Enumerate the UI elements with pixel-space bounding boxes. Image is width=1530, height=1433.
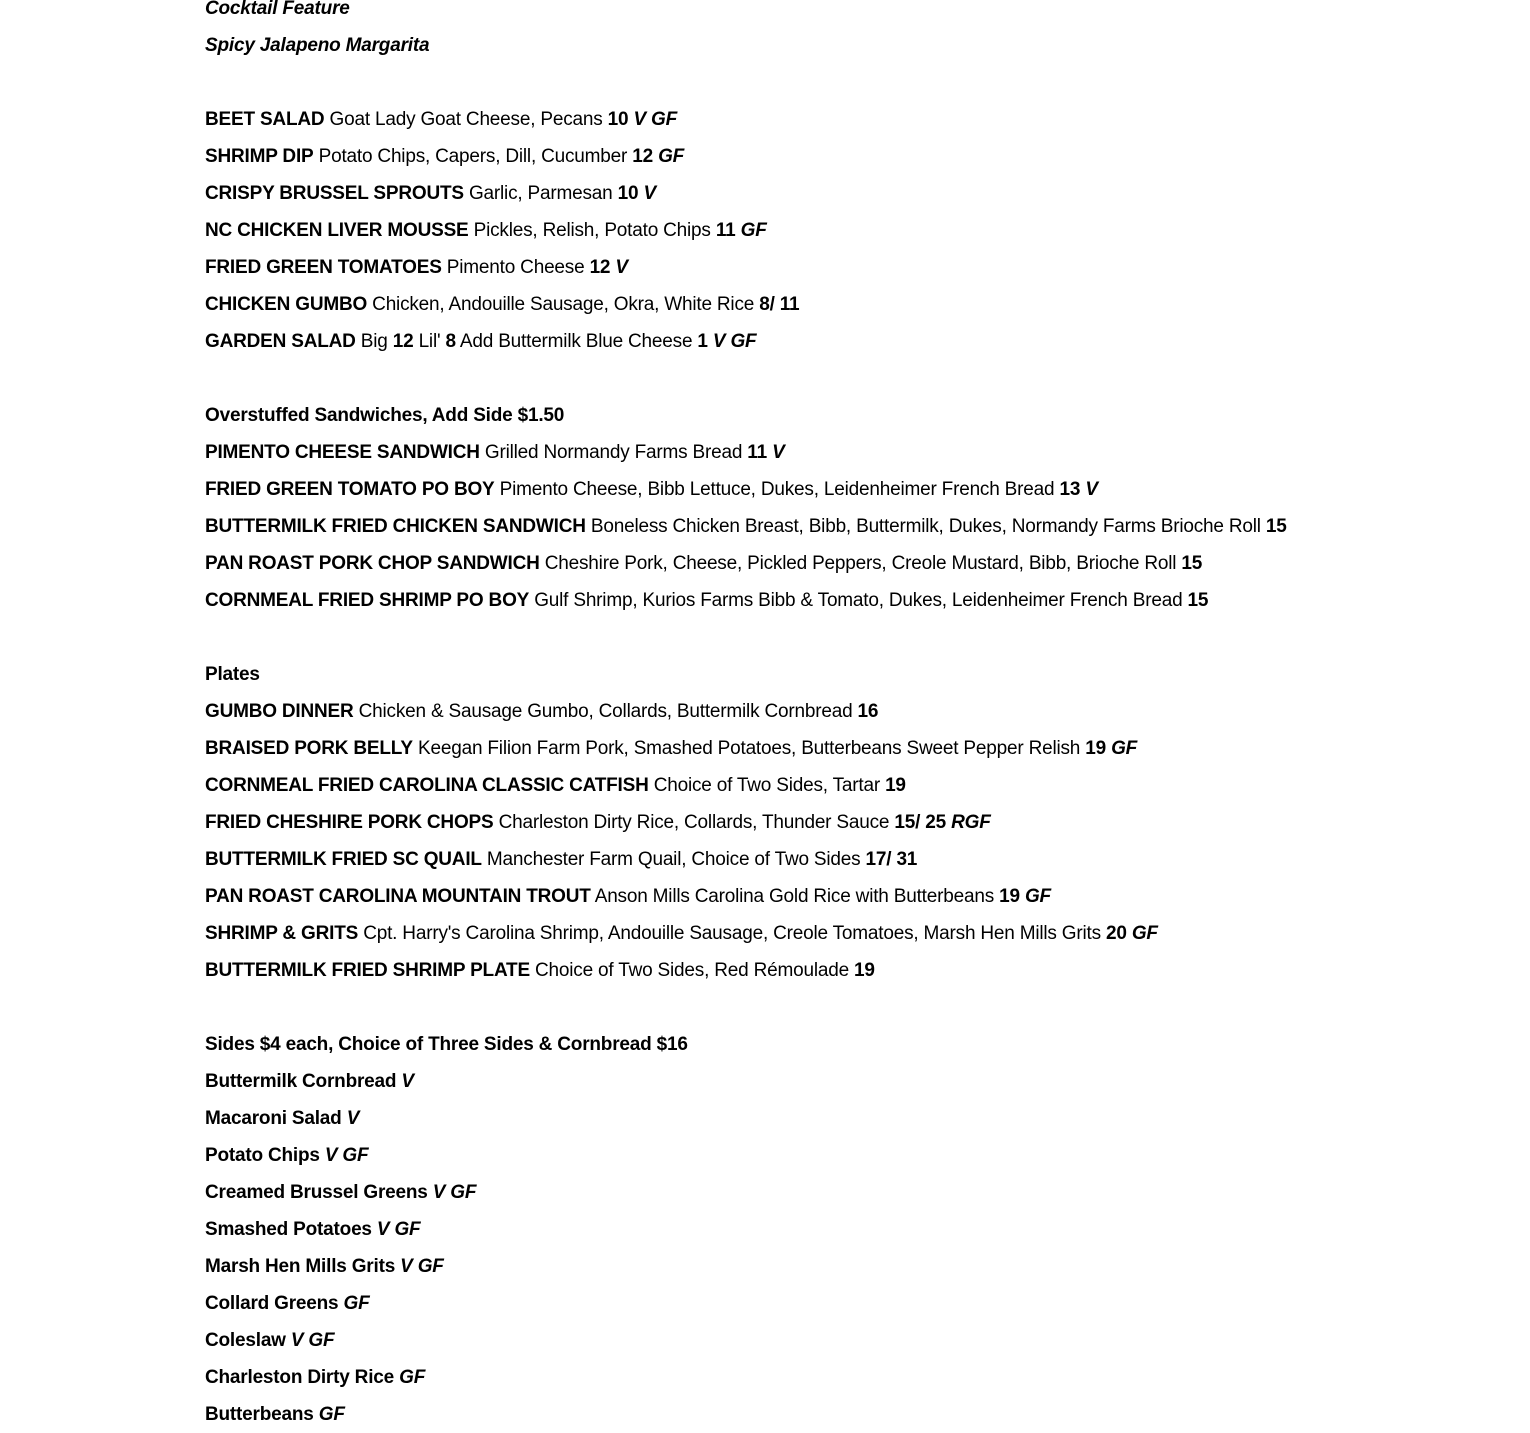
item-description: Pimento Cheese, Bibb Lettuce, Dukes, Leidenheimer French Bread	[499, 479, 1055, 500]
cocktail-feature-name: Spicy Jalapeno Margarita	[205, 35, 430, 56]
starters-list	[205, 101, 1505, 360]
item-description: Pimento Cheese	[446, 257, 585, 278]
menu-item	[205, 952, 1505, 989]
item-dietary-tags: V GF	[290, 1330, 335, 1351]
side-name: Collard Greens	[205, 1293, 339, 1314]
item-description: Cpt. Harry's Carolina Shrimp, Andouille Sausage, Creole Tomatoes, Marsh Hen Mills Grits	[363, 923, 1101, 944]
side-name: Buttermilk Cornbread	[205, 1071, 397, 1092]
side-item	[205, 1100, 1505, 1137]
item-description: Chicken, Andouille Sausage, Okra, White Rice	[372, 294, 755, 315]
item-dietary-tags: GF	[343, 1293, 370, 1314]
side-name: Marsh Hen Mills Grits	[205, 1256, 396, 1277]
item-dietary-tags: GF	[740, 220, 767, 241]
menu-item	[205, 915, 1505, 952]
side-name: Charleston Dirty Rice	[205, 1367, 395, 1388]
section-heading: Plates	[205, 664, 260, 685]
item-price: 19	[1085, 738, 1106, 759]
spacer	[205, 989, 1505, 1026]
size-big-price: 12	[392, 331, 414, 352]
side-name: Potato Chips	[205, 1145, 320, 1166]
item-name: GARDEN SALAD	[205, 331, 356, 352]
item-price: 15	[1187, 590, 1209, 611]
side-item	[205, 1396, 1505, 1433]
item-name: CHICKEN GUMBO	[205, 294, 368, 315]
section-heading: Sides $4 each, Choice of Three Sides & Cornbread $16	[205, 1034, 688, 1055]
item-dietary-tags: V GF	[400, 1256, 444, 1277]
item-dietary-tags: GF	[1111, 738, 1138, 759]
menu-item	[205, 101, 1505, 138]
menu-item	[205, 841, 1505, 878]
menu-item	[205, 582, 1505, 619]
item-description: Pickles, Relish, Potato Chips	[473, 220, 711, 241]
item-name: CORNMEAL FRIED CAROLINA CLASSIC CATFISH	[205, 775, 649, 796]
item-name: CRISPY BRUSSEL SPROUTS	[205, 183, 464, 204]
menu-item	[205, 434, 1505, 471]
item-name: CORNMEAL FRIED SHRIMP PO BOY	[205, 590, 530, 611]
item-dietary-tags: GF	[318, 1404, 345, 1425]
item-description: Goat Lady Goat Cheese, Pecans	[329, 109, 603, 130]
menu-item	[205, 508, 1505, 545]
side-item	[205, 1285, 1505, 1322]
item-dietary-tags: GF	[399, 1367, 426, 1388]
sandwiches-section	[205, 397, 1505, 619]
item-price: 13	[1059, 479, 1081, 500]
item-dietary-tags: V GF	[324, 1145, 369, 1166]
item-price: 11	[715, 220, 736, 241]
side-name: Creamed Brussel Greens	[205, 1182, 428, 1203]
item-description: Cheshire Pork, Cheese, Pickled Peppers, Creole Mustard, Bibb, Brioche Roll	[544, 553, 1177, 574]
side-item	[205, 1174, 1505, 1211]
item-name: FRIED CHESHIRE PORK CHOPS	[205, 812, 494, 833]
item-name: PAN ROAST PORK CHOP SANDWICH	[205, 553, 540, 574]
item-price: 17/ 31	[865, 849, 918, 870]
menu-item	[205, 804, 1505, 841]
item-price: 8/ 11	[759, 294, 800, 315]
item-description: Gulf Shrimp, Kurios Farms Bibb & Tomato, Dukes, Leidenheimer French Bread	[534, 590, 1183, 611]
menu-item	[205, 471, 1505, 508]
menu-item	[205, 249, 1505, 286]
item-dietary-tags: V	[401, 1071, 414, 1092]
item-name: BUTTERMILK FRIED SHRIMP PLATE	[205, 960, 530, 981]
item-description: Chicken & Sausage Gumbo, Collards, Buttermilk Cornbread	[358, 701, 853, 722]
item-description: Keegan Filion Farm Pork, Smashed Potatoes, Butterbeans Sweet Pepper Relish	[418, 738, 1081, 759]
menu-item	[205, 730, 1505, 767]
side-item	[205, 1063, 1505, 1100]
item-description: Anson Mills Carolina Gold Rice with Butterbeans	[594, 886, 995, 907]
section-heading: Overstuffed Sandwiches, Add Side $1.50	[205, 405, 565, 426]
item-dietary-tags: V	[1085, 479, 1098, 500]
spacer	[205, 360, 1505, 397]
item-dietary-tags: V	[615, 257, 628, 278]
side-item	[205, 1211, 1505, 1248]
side-item	[205, 1359, 1505, 1396]
menu-item	[205, 286, 1505, 323]
item-dietary-tags: RGF	[951, 812, 991, 833]
size-lil-label: Lil'	[418, 331, 441, 352]
item-price: 10	[617, 183, 639, 204]
item-price: 19	[854, 960, 875, 981]
item-name: BUTTERMILK FRIED SC QUAIL	[205, 849, 482, 870]
sides-section	[205, 1026, 1505, 1433]
item-price: 19	[885, 775, 906, 796]
cocktail-feature-heading: Cocktail Feature	[205, 0, 350, 19]
item-name: BEET SALAD	[205, 109, 325, 130]
item-name: GUMBO DINNER	[205, 701, 354, 722]
item-name: NC CHICKEN LIVER MOUSSE	[205, 220, 469, 241]
item-price: 10	[607, 109, 629, 130]
side-item	[205, 1248, 1505, 1285]
item-dietary-tags: V GF	[432, 1182, 477, 1203]
menu-item	[205, 693, 1505, 730]
item-price: 12	[632, 146, 653, 167]
item-description: Choice of Two Sides, Red Rémoulade	[535, 960, 849, 981]
plates-section	[205, 656, 1505, 989]
spacer	[205, 619, 1505, 656]
item-name: PIMENTO CHEESE SANDWICH	[205, 442, 480, 463]
item-dietary-tags: V GF	[712, 331, 757, 352]
item-price: 15	[1265, 516, 1287, 537]
item-description: Grilled Normandy Farms Bread	[484, 442, 743, 463]
item-dietary-tags: V	[346, 1108, 360, 1129]
item-price: 16	[857, 701, 879, 722]
addon-price: 1	[697, 331, 708, 352]
menu-item	[205, 545, 1505, 582]
menu	[205, 0, 1505, 1433]
item-price: 20	[1106, 923, 1127, 944]
side-item	[205, 1137, 1505, 1174]
addon-label: Add Buttermilk Blue Cheese	[459, 331, 693, 352]
item-price: 12	[589, 257, 611, 278]
item-price: 15/ 25	[894, 812, 946, 833]
item-dietary-tags: GF	[658, 146, 685, 167]
item-name: FRIED GREEN TOMATO PO BOY	[205, 479, 495, 500]
item-name: BRAISED PORK BELLY	[205, 738, 413, 759]
item-description: Potato Chips, Capers, Dill, Cucumber	[318, 146, 628, 167]
item-name: FRIED GREEN TOMATOES	[205, 257, 442, 278]
side-name: Macaroni Salad	[205, 1108, 342, 1129]
menu-item-garden-salad	[205, 323, 1505, 360]
spacer	[205, 64, 1505, 101]
item-name: BUTTERMILK FRIED CHICKEN SANDWICH	[205, 516, 586, 537]
side-name: Smashed Potatoes	[205, 1219, 372, 1240]
menu-item	[205, 138, 1505, 175]
side-item	[205, 1322, 1505, 1359]
side-name: Coleslaw	[205, 1330, 286, 1351]
menu-item	[205, 878, 1505, 915]
item-description: Garlic, Parmesan	[468, 183, 613, 204]
item-price: 15	[1181, 553, 1203, 574]
item-dietary-tags: GF	[1131, 923, 1158, 944]
item-name: SHRIMP & GRITS	[205, 923, 359, 944]
item-dietary-tags: V	[643, 183, 656, 204]
side-name: Butterbeans	[205, 1404, 314, 1425]
item-name: SHRIMP DIP	[205, 146, 314, 167]
item-dietary-tags: V GF	[633, 109, 678, 130]
item-dietary-tags: V	[772, 442, 785, 463]
item-dietary-tags: V GF	[376, 1219, 421, 1240]
menu-item	[205, 767, 1505, 804]
menu-item	[205, 175, 1505, 212]
item-price: 11	[747, 442, 767, 463]
item-description: Boneless Chicken Breast, Bibb, Buttermilk, Dukes, Normandy Farms Brioche Roll	[590, 516, 1261, 537]
item-price: 19	[999, 886, 1020, 907]
item-description: Manchester Farm Quail, Choice of Two Sides	[486, 849, 861, 870]
item-description: Charleston Dirty Rice, Collards, Thunder Sauce	[498, 812, 890, 833]
item-name: PAN ROAST CAROLINA MOUNTAIN TROUT	[205, 886, 591, 907]
item-description: Choice of Two Sides, Tartar	[653, 775, 880, 796]
size-big-label: Big	[360, 331, 388, 352]
size-lil-price: 8	[445, 331, 456, 352]
item-dietary-tags: GF	[1024, 886, 1051, 907]
menu-item	[205, 212, 1505, 249]
